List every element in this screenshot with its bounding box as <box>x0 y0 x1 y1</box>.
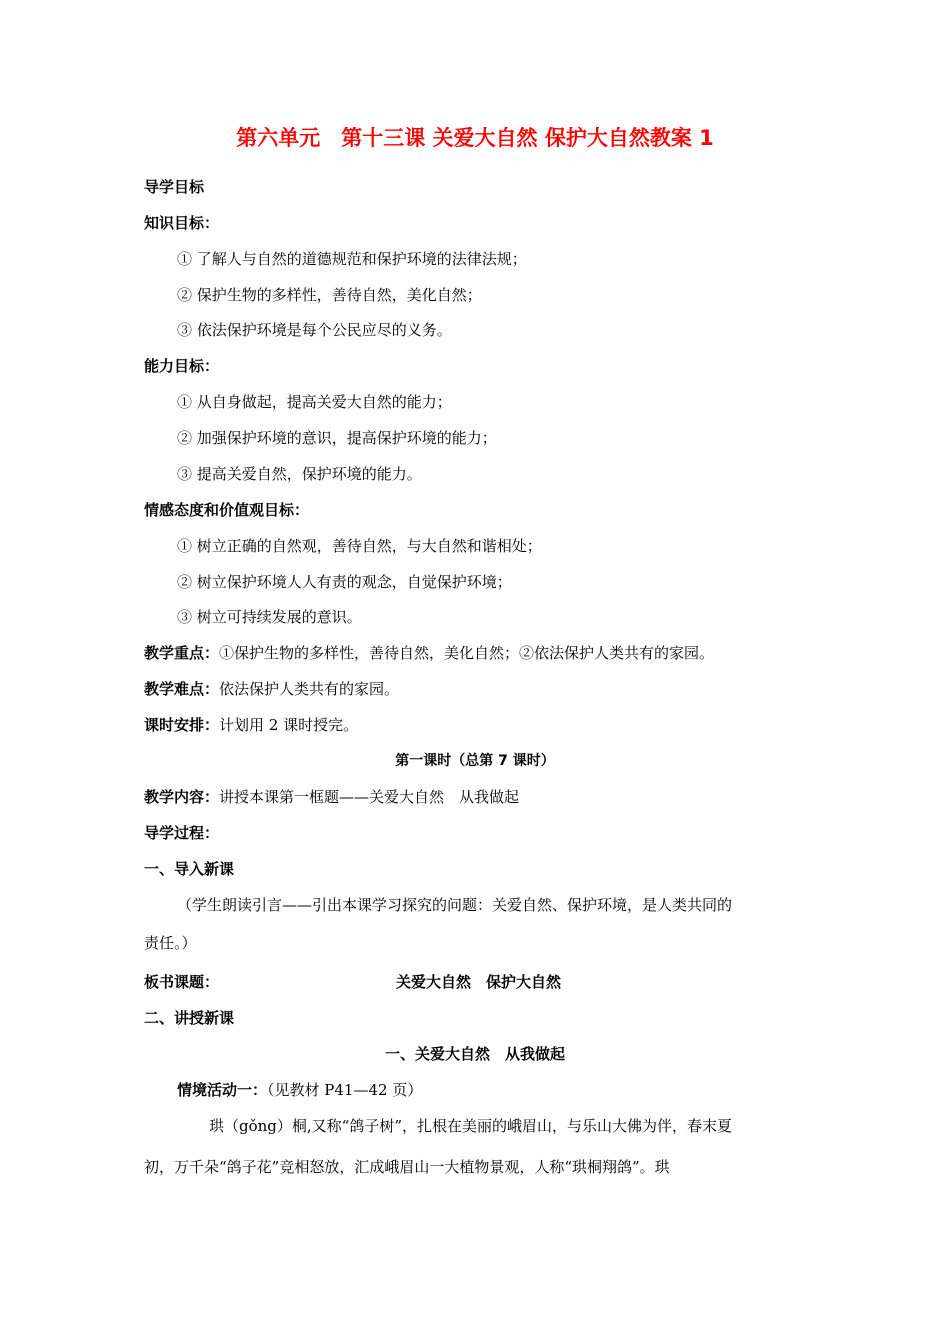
key-points-line <box>144 643 714 663</box>
guide-heading: 导学目标 <box>144 178 205 196</box>
difficulty-line <box>144 679 399 699</box>
ability-item: ② 加强保护环境的意识，提高保护环境的能力； <box>177 429 497 447</box>
board-text: 关爱大自然 保护大自然 <box>396 973 562 991</box>
content-line <box>144 787 519 807</box>
activity-line <box>177 1080 422 1100</box>
key-points-text: ①保护生物的多样性，善待自然，美化自然；②依法保护人类共有的家园。 <box>219 644 715 662</box>
document-title: 第六单元 第十三课 关爱大自然 保护大自然教案 1 <box>236 126 714 150</box>
activity-label: 情境活动一： <box>177 1081 268 1099</box>
key-points-label: 教学重点： <box>144 644 220 662</box>
activity-text: （见教材 P41—42 页） <box>267 1081 423 1099</box>
difficulty-text: 依法保护人类共有的家园。 <box>219 680 400 698</box>
board-label: 板书课题： <box>144 973 220 991</box>
knowledge-item: ② 保护生物的多样性，善待自然，美化自然； <box>177 286 482 304</box>
section1-text-cont: 责任。） <box>144 934 197 952</box>
section1-text: （学生朗读引言——引出本课学习探究的问题：关爱自然、保护环境，是人类共同的 <box>177 896 733 914</box>
passage-line: 初，万千朵“鸽子花”竞相怒放，汇成峨眉山一大植物景观，人称“珙桐翔鸽”。珙 <box>144 1158 670 1176</box>
schedule-label: 课时安排： <box>144 716 220 734</box>
section2-subheading: 一、关爱大自然 从我做起 <box>384 1045 565 1063</box>
schedule-text: 计划用 2 课时授完。 <box>219 716 359 734</box>
knowledge-heading: 知识目标： <box>144 214 220 232</box>
lesson-heading: 第一课时（总第 7 课时） <box>395 753 555 769</box>
emotion-item: ② 树立保护环境人人有责的观念，自觉保护环境； <box>177 573 512 591</box>
passage-line: 珙（gǒng）桐,又称“鸽子树”，扎根在美丽的峨眉山，与乐山大佛为伴，春末夏 <box>209 1117 733 1135</box>
ability-item: ③ 提高关爱自然，保护环境的能力。 <box>177 465 422 483</box>
emotion-item: ① 树立正确的自然观，善待自然，与大自然和谐相处； <box>177 537 542 555</box>
section2-heading: 二、讲授新课 <box>144 1009 235 1027</box>
section1-heading: 一、导入新课 <box>144 860 235 878</box>
content-label: 教学内容： <box>144 788 220 806</box>
process-heading: 导学过程： <box>144 824 220 842</box>
ability-item: ① 从自身做起，提高关爱大自然的能力； <box>177 393 452 411</box>
emotion-item: ③ 树立可持续发展的意识。 <box>177 608 362 626</box>
content-text: 讲授本课第一框题——关爱大自然 从我做起 <box>219 788 520 806</box>
emotion-heading: 情感态度和价值观目标： <box>144 501 310 519</box>
knowledge-item: ③ 依法保护环境是每个公民应尽的义务。 <box>177 321 452 339</box>
ability-heading: 能力目标： <box>144 357 220 375</box>
difficulty-label: 教学难点： <box>144 680 220 698</box>
schedule-line <box>144 715 358 735</box>
knowledge-item: ① 了解人与自然的道德规范和保护环境的法律法规； <box>177 250 527 268</box>
